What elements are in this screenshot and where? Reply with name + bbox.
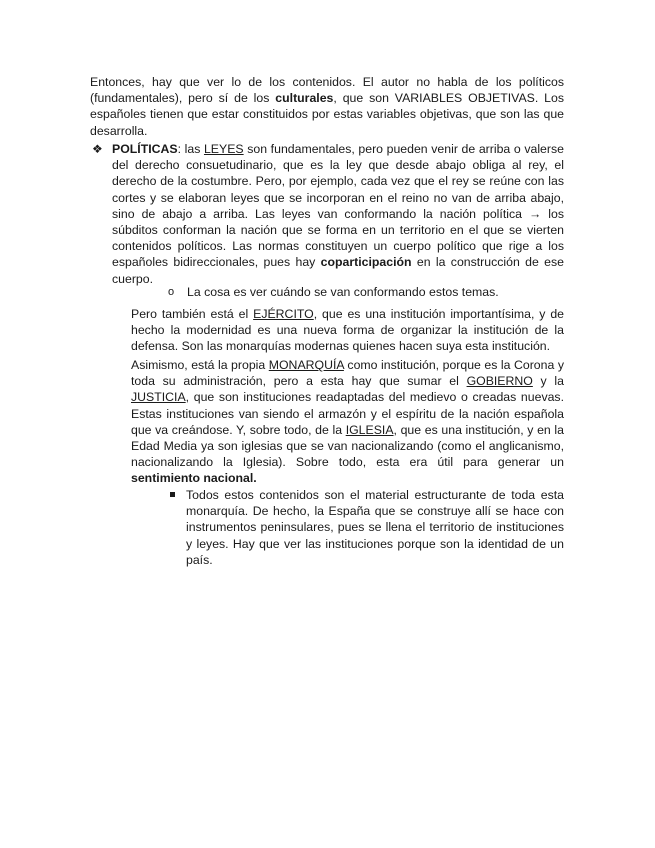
politicas-text-2: son fundamentales, pero pueden venir de arriba o valerse del derecho consuetudinario, que es la ley que desde abajo obliga al rey, el derecho de la costumbre. Pero, por ejemplo, cada vez que el rey se reúne con las cortes y se elaboran leyes que se incorporan en el reino no van de arriba abajo, sino de abajo a arriba. Las leyes van conformando la nación política → los súbditos conforman la nación que se forma en un territorio en el que se vierten contenidos políticos. Las normas constituyen un cuerpo político que rige a los españoles bidireccionales, pues hay [112, 142, 564, 270]
monarquia-paragraph [131, 357, 564, 487]
diamond-bullet-icon: ❖ [92, 142, 103, 156]
monarquia-text-5: , que es una institución, y en la Edad Media ya son iglesias que se van nacionalizando (como el anglicanismo, nacionalizando la Iglesia). Sobre todo, esta era útil para generar un [131, 422, 564, 470]
intro-paragraph [90, 74, 564, 139]
monarquia-bold-sentimiento: sentimiento nacional. [131, 471, 257, 486]
gobierno-underline: GOBIERNO [466, 374, 533, 389]
ejercito-text-1: Pero también está el [131, 307, 254, 321]
square-item-text: Todos estos contenidos son el material estructurante de toda esta monarquía. De hecho, la España que se construye allí se hace con instrumentos peninsulares, pues se llena el territorio de instituciones y leyes. Hay que ver las instituciones porque son la identidad de un país. [186, 488, 564, 567]
monarquia-text-4: , que son instituciones readaptadas del medievo o creadas nuevas. Estas instituciones van siendo el armazón y el espíritu de la nación española que va creándose. Y, sobre todo, de la [131, 390, 564, 437]
politicas-underline-leyes: LEYES [203, 142, 244, 156]
sub-item-text: La cosa es ver cuándo se van conformando estos temas. [187, 285, 499, 299]
monarquia-text-1: Asimismo, está la propia [131, 358, 269, 372]
intro-text-2: , que son VARIABLES OBJETIVAS. Los españoles tienen que estar constituidos por estas variables objetivas, que son las que desarrolla. [90, 91, 564, 138]
intro-bold-culturales: culturales [275, 91, 334, 106]
politicas-bullet-item [92, 141, 564, 287]
monarquia-text-2: como institución, porque es la Corona y toda su administración, pero a esta hay que sumar el [131, 358, 564, 389]
politicas-text-1: : las [177, 142, 204, 156]
iglesia-underline: IGLESIA [345, 422, 394, 437]
square-bullet-item [186, 487, 564, 568]
circle-bullet-icon: o [168, 286, 175, 298]
ejercito-underline: EJÉRCITO [253, 307, 314, 321]
politicas-bold-coparticipacion: coparticipación [320, 255, 412, 270]
square-bullet-icon [170, 492, 175, 497]
ejercito-paragraph [131, 306, 564, 355]
monarquia-underline: MONARQUÍA [268, 358, 344, 372]
justicia-underline: JUSTICIA [131, 390, 186, 405]
sub-list-item [168, 284, 564, 300]
politicas-text-3: en la construcción de ese cuerpo. [112, 255, 564, 286]
ejercito-text-2: , que es una institución importantísima, y de hecho la modernidad es una nueva forma de organizar la institución de la defensa. Son las monarquías modernas quienes hacen suya esta institución. [131, 307, 564, 354]
intro-text-1: Entonces, hay que ver lo de los contenidos. El autor no habla de los políticos (fundamentales), pero sí de los [90, 75, 564, 106]
monarquia-text-3: y la [532, 374, 564, 389]
politicas-title: POLÍTICAS [112, 142, 178, 156]
